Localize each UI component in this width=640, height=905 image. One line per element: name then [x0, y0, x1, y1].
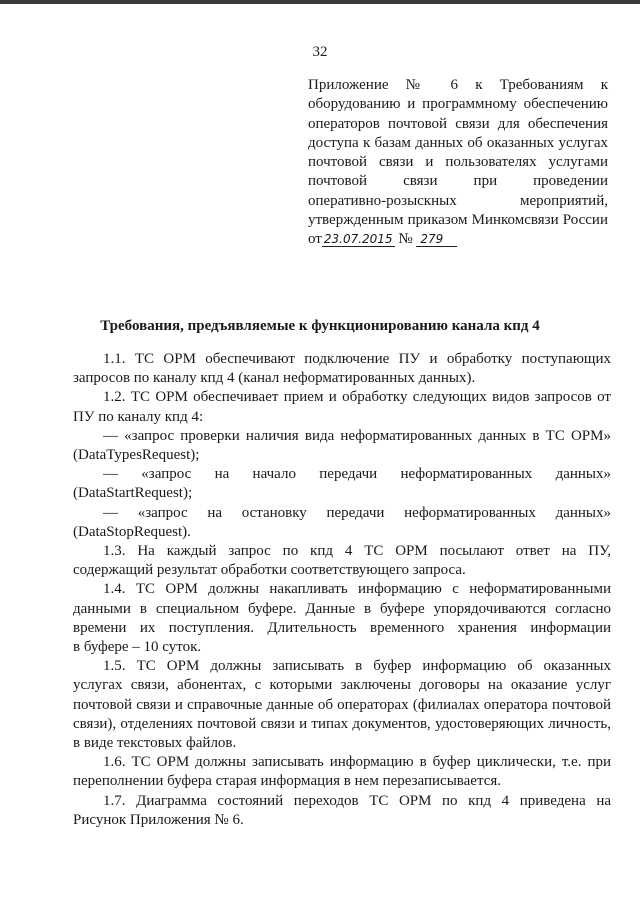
body-line: ПУ по каналу кпд 4: — [73, 408, 204, 425]
scan-top-border — [0, 0, 640, 4]
appendix-line: почтовой связи и пользователях услугами — [308, 154, 608, 171]
body-line: 1.3. На каждый запрос по кпд 4 ТС ОРМ посылают ответ на ПУ, — [103, 543, 611, 560]
appendix-header — [308, 76, 608, 250]
body-line: Рисунок Приложения № 6. — [73, 811, 244, 828]
body-line: (DataTypesRequest); — [73, 447, 200, 464]
appendix-line: доступа к базам данных об оказанных услугах — [308, 134, 608, 151]
document-body — [73, 350, 611, 830]
body-line: 1.4. ТС ОРМ должны накапливать информацию с неформатированными — [103, 581, 611, 598]
order-number: 279 — [416, 232, 457, 247]
order-number-label: № — [398, 231, 413, 248]
body-line: связи), отделениях почтовой связи и типах документов, удостоверяющих личность, — [73, 715, 611, 732]
body-line: (DataStopRequest). — [73, 523, 191, 540]
page-number: 32 — [312, 44, 328, 60]
body-line: — «запрос проверки наличия вида неформатированных данных в ТС ОРМ» — [103, 427, 611, 444]
body-line: переполнении буфера старая информация в нем перезаписывается. — [73, 773, 502, 790]
order-prefix: от — [308, 231, 322, 248]
body-line: услугах связи, абонентах, с которыми заключены договоры на оказание услуг — [73, 677, 611, 694]
body-line: — «запрос на начало передачи неформатированных данных» — [103, 466, 611, 483]
appendix-line: оперативно-розыскных мероприятий, — [308, 192, 608, 209]
body-line: в виде текстовых файлов. — [73, 735, 237, 752]
appendix-line: Приложение № 6 к Требованиям к — [308, 77, 608, 93]
body-line: 1.1. ТС ОРМ обеспечивают подключение ПУ и обработку поступающих — [103, 351, 611, 367]
appendix-line: почтовой связи при проведении — [308, 173, 608, 190]
body-line: (DataStartRequest); — [73, 485, 193, 502]
appendix-line: утвержденным приказом Минкомсвязи России — [308, 212, 608, 229]
body-line: 1.7. Диаграмма состояний переходов ТС ОРМ по кпд 4 приведена на — [103, 792, 611, 809]
appendix-line: операторов почтовой связи для обеспечения — [308, 115, 608, 132]
body-line: 1.5. ТС ОРМ должны записывать в буфер информацию об оказанных — [103, 658, 611, 675]
body-line: времени их поступления. Длительность временного хранения информации — [73, 619, 611, 636]
body-line: почтовой связи и справочные данные об операторах (филиалах оператора почтовой — [73, 696, 611, 713]
body-line: 1.6. ТС ОРМ должны записывать информацию в буфер циклически, т.е. при — [103, 754, 611, 771]
appendix-line: оборудованию и программному обеспечению — [308, 96, 608, 113]
order-date: 23.07.2015 — [323, 232, 393, 247]
body-line: — «запрос на остановку передачи неформатированных данных» — [103, 504, 611, 521]
body-line: 1.2. ТС ОРМ обеспечивает прием и обработку следующих видов запросов от — [103, 389, 611, 406]
order-reference — [308, 230, 608, 249]
body-line: данными в специальном буфере. Данные в буфере упорядочиваются согласно — [73, 600, 611, 617]
body-line: запросов по каналу кпд 4 (канал неформатированных данных). — [73, 370, 476, 387]
document-heading: Требования, предъявляемые к функционированию канала кпд 4 — [100, 318, 540, 334]
body-line: содержащий результат обработки соответствующего запроса. — [73, 562, 466, 579]
body-line: в буфере – 10 суток. — [73, 639, 202, 656]
